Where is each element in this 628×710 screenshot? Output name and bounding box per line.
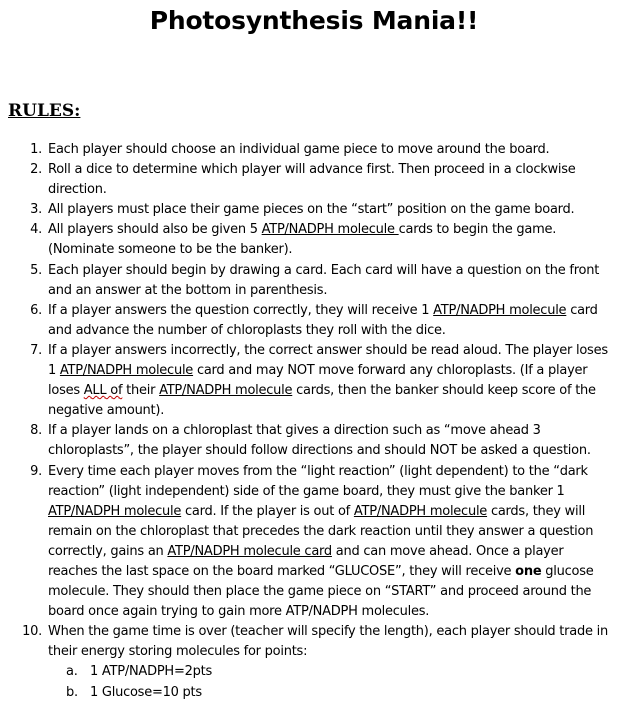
rule-text: one	[515, 563, 542, 579]
rule-number: 9.	[30, 463, 42, 479]
rule-item	[0, 462, 628, 623]
rule-text: their	[122, 383, 160, 399]
rule-text: If a player answers incorrectly, the correct answer should be read aloud. The player loses 1	[48, 342, 608, 379]
rule-text: ATP/NADPH molecule	[261, 222, 399, 238]
rule-number: 2.	[30, 162, 42, 178]
rules-heading: RULES:	[8, 101, 81, 121]
rule-number: 5.	[30, 262, 42, 278]
rule-item	[0, 200, 628, 220]
rule-text: and can move ahead. Once a player reaches the last space on the board marked “GLUCOSE”, they will receive	[48, 543, 564, 579]
points-item	[0, 662, 628, 682]
rule-text: card. If the player is out of	[181, 503, 354, 519]
points-item	[0, 683, 628, 703]
rule-text: When the game time is over (teacher will specify the length), each player should trade in their energy storing molecules for points:	[48, 624, 608, 660]
rule-number: 8.	[30, 423, 42, 439]
rule-text: Every time each player moves from the “light reaction” (light dependent) to the “dark reaction” (light independent) side of the game board, they must give the banker 1	[48, 463, 588, 499]
rule-text: ALL of	[83, 383, 123, 399]
rule-text: ATP/NADPH molecule card	[167, 543, 332, 559]
page-title: Photosynthesis Mania!!	[149, 6, 479, 35]
rule-item	[0, 140, 628, 160]
points-letter: b.	[66, 684, 78, 700]
rule-item	[0, 421, 628, 461]
rule-text: Each player should begin by drawing a card. Each card will have a question on the front and an answer at the bottom in parenthesis.	[48, 262, 600, 298]
rule-text: cards, then the banker should keep score of the negative amount).	[48, 383, 596, 419]
rule-number: 6.	[30, 302, 42, 318]
rule-item	[0, 341, 628, 421]
rule-text: cards to begin the game. (Nominate someone to be the banker).	[48, 222, 557, 258]
points-text: 1 Glucose=10 pts	[90, 684, 202, 700]
rule-text: All players should also be given 5	[48, 222, 262, 238]
rule-text: Each player should choose an individual game piece to move around the board.	[48, 142, 550, 157]
rule-text: ATP/NADPH molecule	[159, 383, 293, 399]
rule-item	[0, 622, 628, 662]
rule-text: ATP/NADPH molecule	[59, 363, 194, 379]
rule-text: ATP/NADPH molecule	[48, 503, 182, 519]
rule-item	[0, 301, 628, 341]
rule-text: ATP/NADPH molecule	[433, 302, 567, 318]
rule-item	[0, 220, 628, 260]
points-letter: a.	[66, 664, 78, 680]
rule-text: Roll a dice to determine which player will advance first. Then proceed in a clockwise direction.	[48, 162, 576, 198]
rule-text: All players must place their game pieces on the “start” position on the game board.	[48, 202, 575, 218]
rule-item	[0, 160, 628, 200]
rule-text: If a player answers the question correctly, they will receive 1	[48, 302, 434, 318]
rule-item	[0, 261, 628, 301]
rule-number: 3.	[30, 202, 42, 218]
rule-number: 1.	[30, 142, 42, 157]
rule-text: card and advance the number of chloroplasts they roll with the dice.	[48, 302, 598, 338]
rule-text: glucose molecule. They should then place the game piece on “START” and proceed around the board once again trying to gain more ATP/NADPH molecules.	[48, 563, 594, 620]
rule-number: 10.	[22, 624, 42, 640]
rule-text: card and may NOT move forward any chloroplasts. (If a player loses	[48, 363, 588, 399]
points-text: 1 ATP/NADPH=2pts	[90, 664, 212, 680]
rule-number: 4.	[30, 222, 42, 238]
rule-text: If a player lands on a chloroplast that gives a direction such as “move ahead 3 chloroplasts”, the player should follow directions and should NOT be asked a question.	[48, 423, 591, 459]
rules-list	[0, 140, 628, 703]
rule-number: 7.	[30, 342, 42, 358]
rule-text: ATP/NADPH molecule	[353, 503, 488, 519]
rule-text: cards, they will remain on the chloroplast that precedes the dark reaction until they answer a question correctly, gains an	[48, 503, 594, 559]
